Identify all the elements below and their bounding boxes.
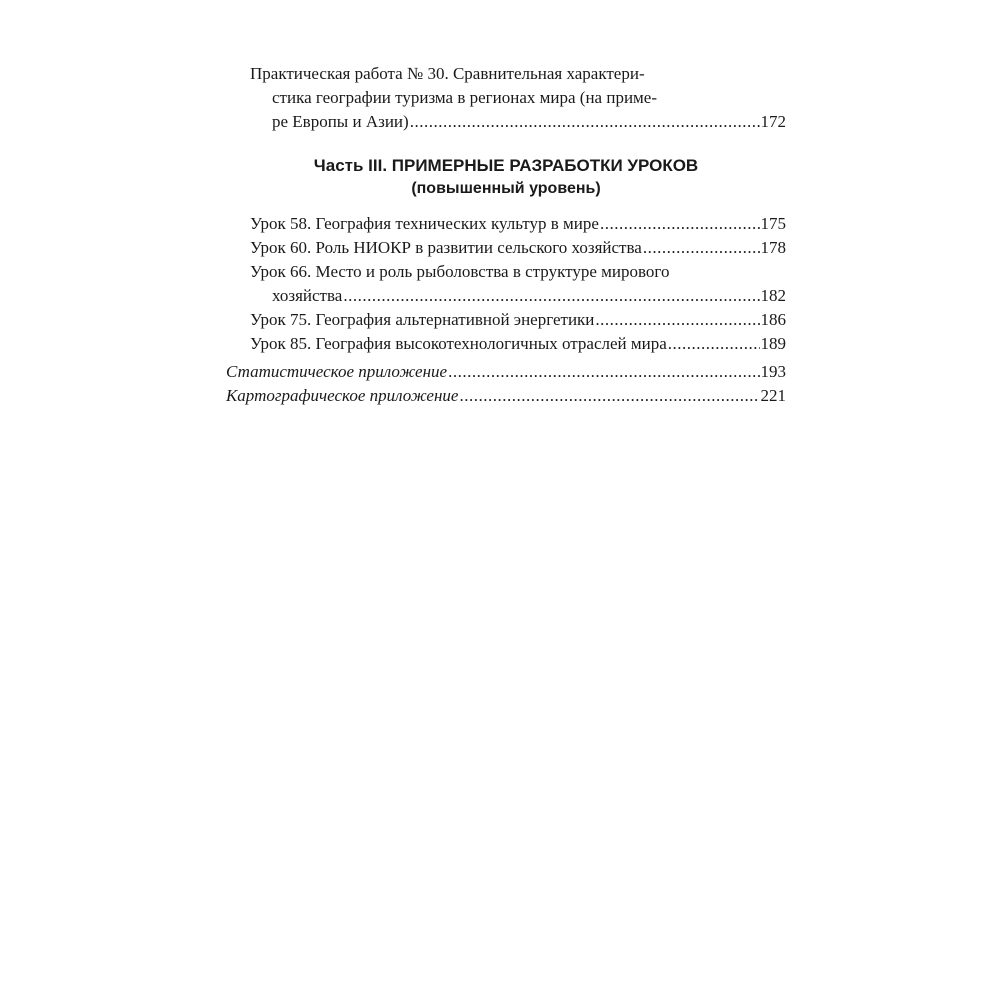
page-number: 193: [760, 362, 786, 381]
toc-entry-lesson-85: [226, 332, 786, 356]
dot-leader: [459, 384, 759, 408]
toc-entry-text-line: хозяйства: [272, 286, 343, 305]
page-number: 175: [760, 214, 786, 233]
toc-entry-text: Урок 75. География альтернативной энергетики: [250, 310, 595, 329]
toc-entry-last-line: [250, 284, 786, 308]
dot-leader: [643, 236, 760, 260]
page-number: 221: [760, 386, 786, 405]
toc-entry-text: Урок 58. География технических культур в мире: [250, 214, 599, 233]
section-title: Часть III. ПРИМЕРНЫЕ РАЗРАБОТКИ УРОКОВ: [313, 156, 699, 175]
toc-entry-text-line: стика географии туризма в регионах мира (на приме-: [272, 88, 658, 107]
toc-entry-practical-30: [226, 62, 786, 134]
toc-entry-lesson-60: [226, 236, 786, 260]
dot-leader: [410, 110, 760, 134]
section-subtitle: (повышенный уровень): [411, 180, 601, 197]
toc-entry-statistical-appendix: [226, 360, 786, 384]
page-number: 172: [760, 112, 786, 131]
toc-entry-text-line: Урок 66. Место и роль рыболовства в структуре мирового: [250, 262, 670, 281]
table-of-contents: [226, 62, 786, 408]
toc-entry-last-line: [250, 110, 786, 134]
toc-entry-text: Статистическое приложение: [226, 362, 448, 381]
page-number: 182: [760, 286, 786, 305]
toc-entry-text: Урок 85. География высокотехнологичных отраслей мира: [250, 334, 667, 353]
section-heading: [226, 154, 786, 200]
toc-entry-text-line: ре Европы и Азии): [272, 112, 409, 131]
dot-leader: [668, 332, 760, 356]
page-number: 178: [760, 238, 786, 257]
toc-entry-text: Картографическое приложение: [226, 386, 459, 405]
toc-entry-text-line: Практическая работа № 30. Сравнительная характери-: [250, 64, 645, 83]
dot-leader: [600, 212, 760, 236]
toc-entry-lesson-75: [226, 308, 786, 332]
toc-entry-lesson-58: [226, 212, 786, 236]
toc-entry-cartographic-appendix: [226, 384, 786, 408]
toc-entry-lesson-66: [226, 260, 786, 308]
dot-leader: [448, 360, 759, 384]
page-number: 186: [760, 310, 786, 329]
page-number: 189: [760, 334, 786, 353]
dot-leader: [343, 284, 759, 308]
toc-entry-text: Урок 60. Роль НИОКР в развитии сельского хозяйства: [250, 238, 642, 257]
dot-leader: [595, 308, 759, 332]
